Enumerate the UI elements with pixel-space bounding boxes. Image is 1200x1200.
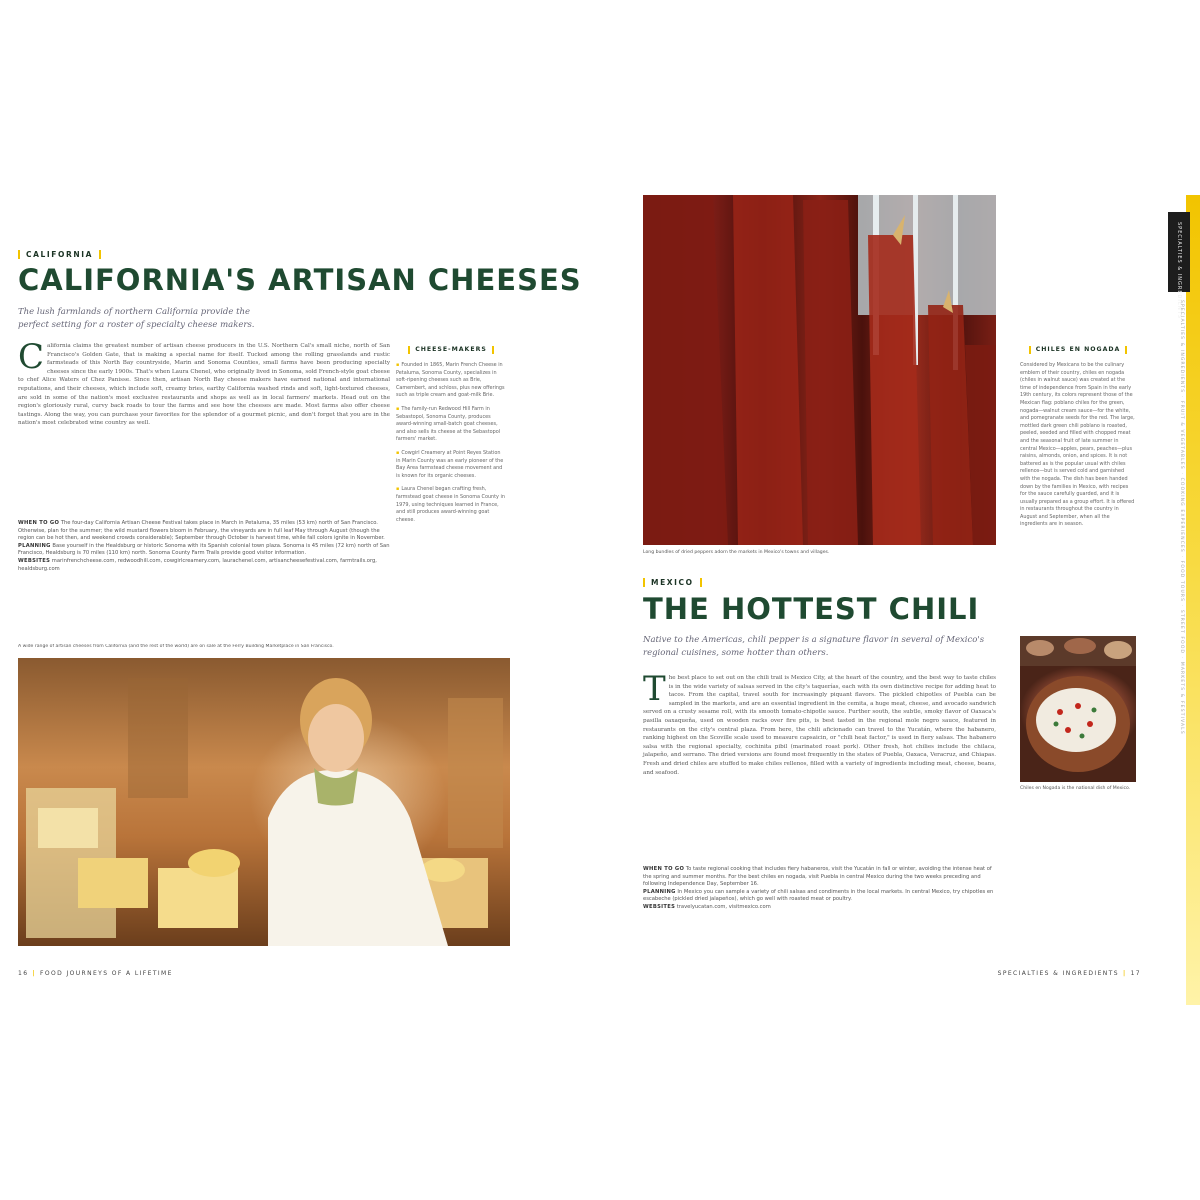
info-websites xyxy=(18,558,390,573)
info-label: WHEN TO GO xyxy=(643,866,685,872)
section-label-text: CALIFORNIA xyxy=(26,250,94,259)
travel-info-chili xyxy=(643,866,996,912)
section-label-mexico xyxy=(643,578,702,587)
dropcap: T xyxy=(643,669,666,709)
info-label: PLANNING xyxy=(643,888,676,895)
sidebar-text: Considered by Mexicans to be the culinary emblem of their country, chiles en nogada (chiles in walnut sauce) was created at the time of independence from Spain in the early 19th century, its colors represent those of the Mexican flag: poblano chiles for the green, nogada—walnut cream sauce—for the white, and pomegranate seeds for the red. The large, mottled dark green chili poblano is roasted, peeled, seeded and filled with chopped meat and the seasonal fruit of late summer in central Mexico—apples, pears, peaches—plus raisins, almonds, onion, and spices. It is not battered as is the popular usual with chiles rellenos—but is served cold and garnished with the nogada. The dish has been handed down by the families in Mexico, with recipes for the sauce carefully guarded, and it is usually prepared as a group effort. It is offered in restaurants throughout the country in August and September, when all the ingredients are in season. xyxy=(1020,362,1135,528)
chapter-edge-bar xyxy=(1186,195,1200,1005)
accent-tick xyxy=(99,250,101,259)
bullet-icon: ▪ xyxy=(396,486,400,493)
section-label-california xyxy=(18,250,101,259)
sidebar-title: CHEESE-MAKERS xyxy=(415,346,487,354)
chili-photo-illustration xyxy=(643,195,996,545)
body-text: alifornia claims the greatest number of artisan cheese producers in the U.S. Northern Cal's small niche, north of San Francisco's Golden Gate, that is making a special name for itself. Tucked among the rolling grasslands and rustic farmsteads of this North Bay countryside, Marin and Sonoma Counties, small farms have been producing specialty cheeses since the early 1900s. That's when Laura Chenel, who originally lived in Sonoma, sold French-style goat cheese to chef Alice Waters of Chez Panisse. Since then, artisan North Bay cheese makers have earned national and international reputations, and their cheeses, which include soft, creamy bries, earthy California washed rinds and soft, light-textured cheeses, are sold in some of the nation's most exclusive restaurants and shops as well as in local farmers' markets. Head out on the region's gloriously rural, curvy back roads to tour the farms and see how the cheeses are made. Most farms also offer cheese tastings. Along the way, you can purchase your favorites for the splendor of a gourmet picnic, and don't forget that you are in the nation's most celebrated wine country as well. xyxy=(18,343,390,427)
body-text: he best place to set out on the chili trail is Mexico City, at the heart of the country, and the best way to taste chiles is in the wide variety of salsas served in the city's taquerías, each with its own distinctive recipe for adding heat to tacos. From the capital, travel south for increasingly piquant flavors. The pickled chipotles of Puebla can be sampled in the markets, and are an essential ingredient in the cemita, a huge meat, cheese, and avocado sandwich served on a crusty sesame roll, with its smooth tomato-chipotle sauce. Further south, the subtle, smoky flavor of Oaxaca's pasilla oaxaqueña, used on wooden racks over fire pits, is best tasted in the regional mole negro sauce, featured in restaurants on the city's central plaza. From here, the chili aficionado can travel to the Yucatán, where the habanero, ranking highest on the Scoville scale used to measure capsaicin, or "chili heat factor," is used in fiery salsas. The habanero salsa with the regional specialty, cochinita pibil (marinated roast pork). Other fresh, hot chilies include the chilaca, jalapeño, and serrano. The dried versions are found most frequently in the states of Puebla, Oaxaca, Veracruz, and Chiapas. Fresh and dried chiles are stuffed to make chiles rellenos, filled with a variety of ingredients including meat, cheese, beans, and seafood. xyxy=(643,675,996,776)
food-photo-illustration xyxy=(1020,636,1136,782)
sidebar-item xyxy=(396,406,506,444)
sidebar-item-text: Founded in 1865, Marin French Cheese in Petaluma, Sonoma County, specializes in soft-ripening cheeses such as Brie, Camembert, and schloss, plus new offerings such as triple cream and goat-milk Brie. xyxy=(396,362,505,399)
chapter-tab-label: SPECIALTIES & INGREDIENTS xyxy=(1176,222,1182,319)
article-title-cheeses: CALIFORNIA'S ARTISAN CHEESES xyxy=(18,263,582,297)
info-label: WEBSITES xyxy=(643,903,676,910)
footer-left xyxy=(18,970,173,977)
info-text: To taste regional cooking that includes fiery habaneros, visit the Yucatán in fall or winter, avoiding the intense heat of the spring and summer months. For the best chiles en nogada, visit Puebla in central Mexico during the two weeks preceding and following Independence Day, September 16. xyxy=(643,866,992,888)
accent-tick xyxy=(18,250,20,259)
article-body-cheeses xyxy=(18,337,390,428)
accent-tick xyxy=(408,346,410,354)
info-text: In Mexico you can sample a variety of chili salsas and condiments in the local markets. In central Mexico, try chipotles en escabeche (pickled dried jalapeños), which go well with roasted meat or poultry. xyxy=(643,888,994,903)
page-number: 16 xyxy=(18,970,29,977)
dropcap: C xyxy=(18,337,45,377)
footer-separator: | xyxy=(1122,970,1127,977)
sidebar-heading xyxy=(396,346,506,354)
info-label: WHEN TO GO xyxy=(18,520,60,526)
accent-tick xyxy=(1029,346,1031,354)
bullet-icon: ▪ xyxy=(396,405,400,412)
sidebar-item xyxy=(396,450,506,480)
info-when-to-go xyxy=(18,520,390,543)
footer-section-title: SPECIALTIES & INGREDIENTS xyxy=(997,970,1119,977)
sidebar-title: CHILES EN NOGADA xyxy=(1035,346,1121,354)
info-planning xyxy=(643,889,996,904)
chapter-index-strip: SPECIALTIES & INGREDIENTS · FRUIT & VEGETABLES · COOKING EXPERIENCES · FOOD TOURS · STREET FOOD · MARKETS & FESTIVALS xyxy=(1179,300,1184,735)
sidebar-cheese-makers xyxy=(396,346,506,530)
right-page xyxy=(600,0,1200,1200)
article-dek-cheeses: The lush farmlands of northern California provide the perfect setting for a roster of specialty cheese makers. xyxy=(18,307,255,330)
accent-tick xyxy=(700,578,702,587)
photo-caption-chili: Long bundles of dried peppers adorn the markets in Mexico's towns and villages. xyxy=(643,550,830,555)
accent-tick xyxy=(492,346,494,354)
info-text: travelyucatan.com, visitmexico.com xyxy=(676,903,771,910)
article-dek-chili: Native to the Americas, chili pepper is a signature flavor in several of Mexico's regional cuisines, some hotter than others. xyxy=(643,635,985,658)
info-websites xyxy=(643,904,996,912)
accent-tick xyxy=(643,578,645,587)
section-label-text: MEXICO xyxy=(651,578,694,587)
photo-caption-food: Chiles en Nogada is the national dish of Mexico. xyxy=(1020,786,1131,791)
sidebar-item xyxy=(396,362,506,400)
footer-right xyxy=(996,970,1141,977)
cheese-photo-illustration xyxy=(18,658,510,946)
dried-chili-photo xyxy=(643,195,996,545)
article-body-chili xyxy=(643,669,996,777)
info-text: The four-day California Artisan Cheese Festival takes place in March in Petaluma, 35 miles (53 km) north of San Francisco. Otherwise, plan for the summer; the wild mustard flowers bloom in February, the vineyards are in full leaf May through August (though the region can be hot then, and weekend crowds considerable); September through October is harvest time, while fall colors ignite in November. xyxy=(18,520,385,542)
sidebar-chiles-en-nogada xyxy=(1020,346,1136,529)
footer-book-title: FOOD JOURNEYS OF A LIFETIME xyxy=(40,970,173,977)
info-text: marinfrenchcheese.com, redwoodhill.com, cowgirlcreamery.com, laurachenel.com, artisancheesefestival.com, farmtrails.org, healdsburg.com xyxy=(18,557,377,572)
page-number: 17 xyxy=(1130,970,1141,977)
sidebar-item-text: Cowgirl Creamery at Point Reyes Station in Marin County was an early pioneer of the Bay Area farmstead cheese movement and is known for its organic cheeses. xyxy=(396,449,504,479)
info-when-to-go xyxy=(643,866,996,889)
sidebar-item-text: The family-run Redwood Hill Farm in Sebastopol, Sonoma County, produces award-winning small-batch goat cheeses, and also sells its cheese at the Sebastopol farmers' market. xyxy=(396,405,501,443)
chiles-en-nogada-photo xyxy=(1020,636,1136,782)
cheese-counter-photo xyxy=(18,658,510,946)
travel-info-cheeses xyxy=(18,520,390,573)
sidebar-heading xyxy=(1020,346,1136,354)
info-label: PLANNING xyxy=(18,542,51,549)
bullet-icon: ▪ xyxy=(396,362,400,368)
bullet-icon: ▪ xyxy=(396,449,400,456)
photo-caption-cheeses: A wide range of artisan cheeses from California (and the rest of the world) are on sale at the Ferry Building Marketplace in San Francisco. xyxy=(18,644,334,649)
sidebar-item xyxy=(396,486,506,524)
sidebar-item-text: Laura Chenel began crafting fresh, farmstead goat cheese in Sonoma County in 1979, using techniques learned in France, and still produces award-winning goat cheese. xyxy=(396,486,505,523)
info-text: Base yourself in the Healdsburg or historic Sonoma with its Spanish colonial town plaza. Sonoma is 45 miles (72 km) north of San Francisco, Healdsburg is 70 miles (110 km) north. Sonoma County Farm Trails provide good visitor information. xyxy=(18,542,390,557)
article-title-chili: THE HOTTEST CHILI xyxy=(643,592,980,626)
footer-separator: | xyxy=(32,970,37,977)
info-label: WEBSITES xyxy=(18,557,51,564)
info-planning xyxy=(18,543,390,558)
accent-tick xyxy=(1125,346,1127,354)
